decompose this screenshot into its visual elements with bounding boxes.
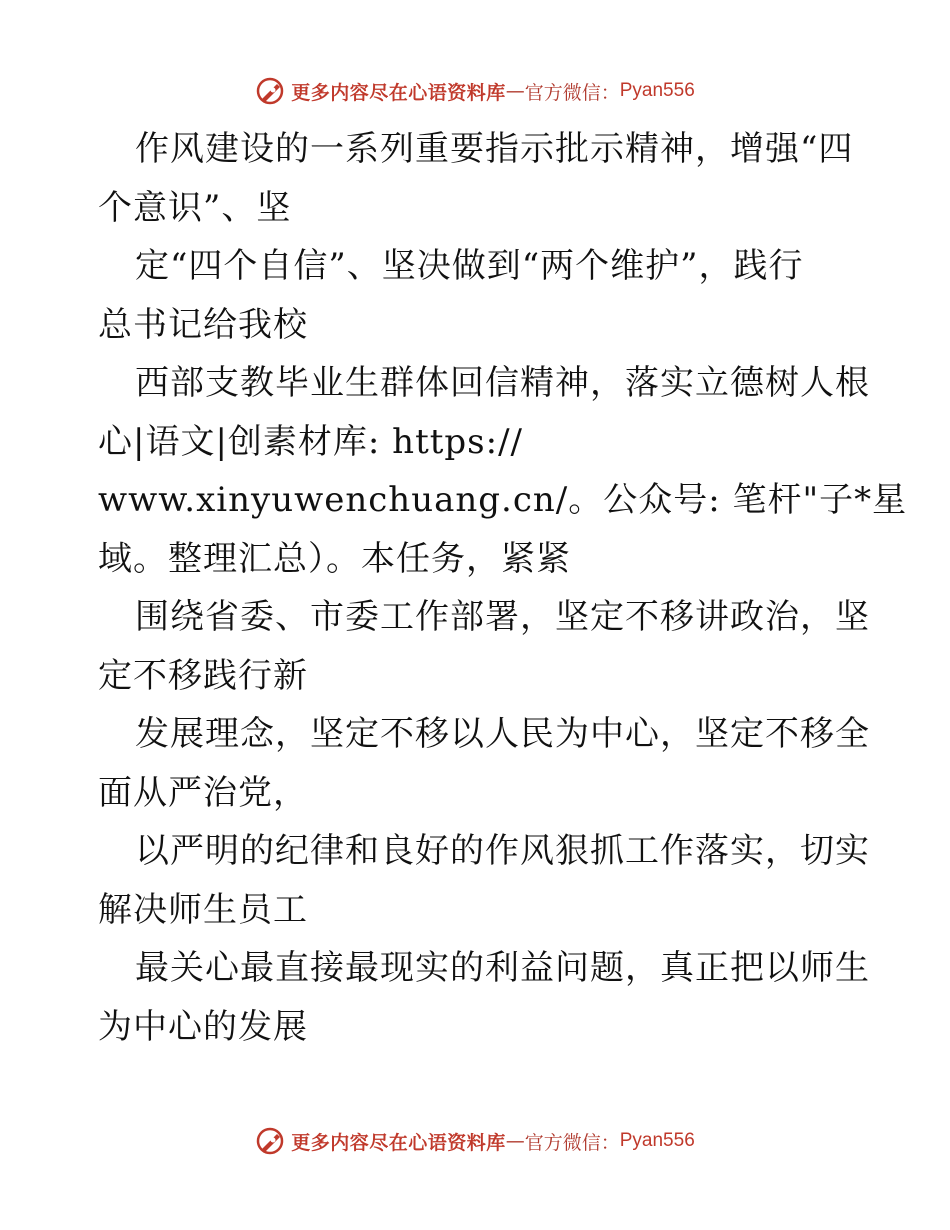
banner-wechat-id: Pyan556 — [619, 80, 695, 101]
body-line-7: www.xinyuwenchuang.cn/。公众号: 笔杆"子*星 — [98, 480, 908, 520]
banner-wechat-id: Pyan556 — [619, 1130, 695, 1151]
body-line-15: 最关心最直接最现实的利益问题，真正把以师生 — [135, 948, 870, 988]
body-line-8: 域。整理汇总）。本任务，紧紧 — [98, 538, 571, 579]
banner-wechat-label: 官方微信： — [524, 1131, 620, 1154]
body-line-4: 总书记给我校 — [98, 304, 308, 345]
body-line-5: 西部支教毕业生群体回信精神，落实立德树人根 — [135, 363, 870, 403]
footer-banner — [0, 1121, 950, 1161]
banner-site-text: 更多内容尽在心语资料库 — [291, 1131, 506, 1154]
banner-separator: — — [505, 80, 525, 102]
header-banner — [0, 71, 950, 111]
body-line-13: 以严明的纪律和良好的作风狠抓工作落实，切实 — [135, 831, 870, 871]
banner-wechat-label: 官方微信： — [524, 81, 620, 104]
body-line-11: 发展理念，坚定不移以人民为中心，坚定不移全 — [135, 714, 870, 754]
body-line-1: 作风建设的一系列重要指示批示精神，增强“四 — [135, 129, 854, 169]
body-line-10: 定不移践行新 — [98, 655, 308, 696]
body-line-12: 面从严治党， — [98, 772, 308, 813]
body-line-14: 解决师生员工 — [98, 889, 308, 930]
body-line-6: 心|语文|创素材库: https:// — [98, 421, 523, 462]
body-line-16: 为中心的发展 — [98, 1006, 308, 1047]
body-line-2: 个意识”、坚 — [98, 187, 292, 228]
banner-site-text: 更多内容尽在心语资料库 — [291, 81, 506, 104]
pen-circle-logo-icon — [255, 1126, 285, 1156]
banner-separator: — — [505, 1130, 525, 1152]
document-body — [98, 120, 908, 1056]
body-line-3: 定“四个自信”、坚决做到“两个维护”，践行 — [135, 246, 804, 286]
pen-circle-logo-icon — [255, 76, 285, 106]
body-line-9: 围绕省委、市委工作部署，坚定不移讲政治，坚 — [135, 597, 870, 637]
